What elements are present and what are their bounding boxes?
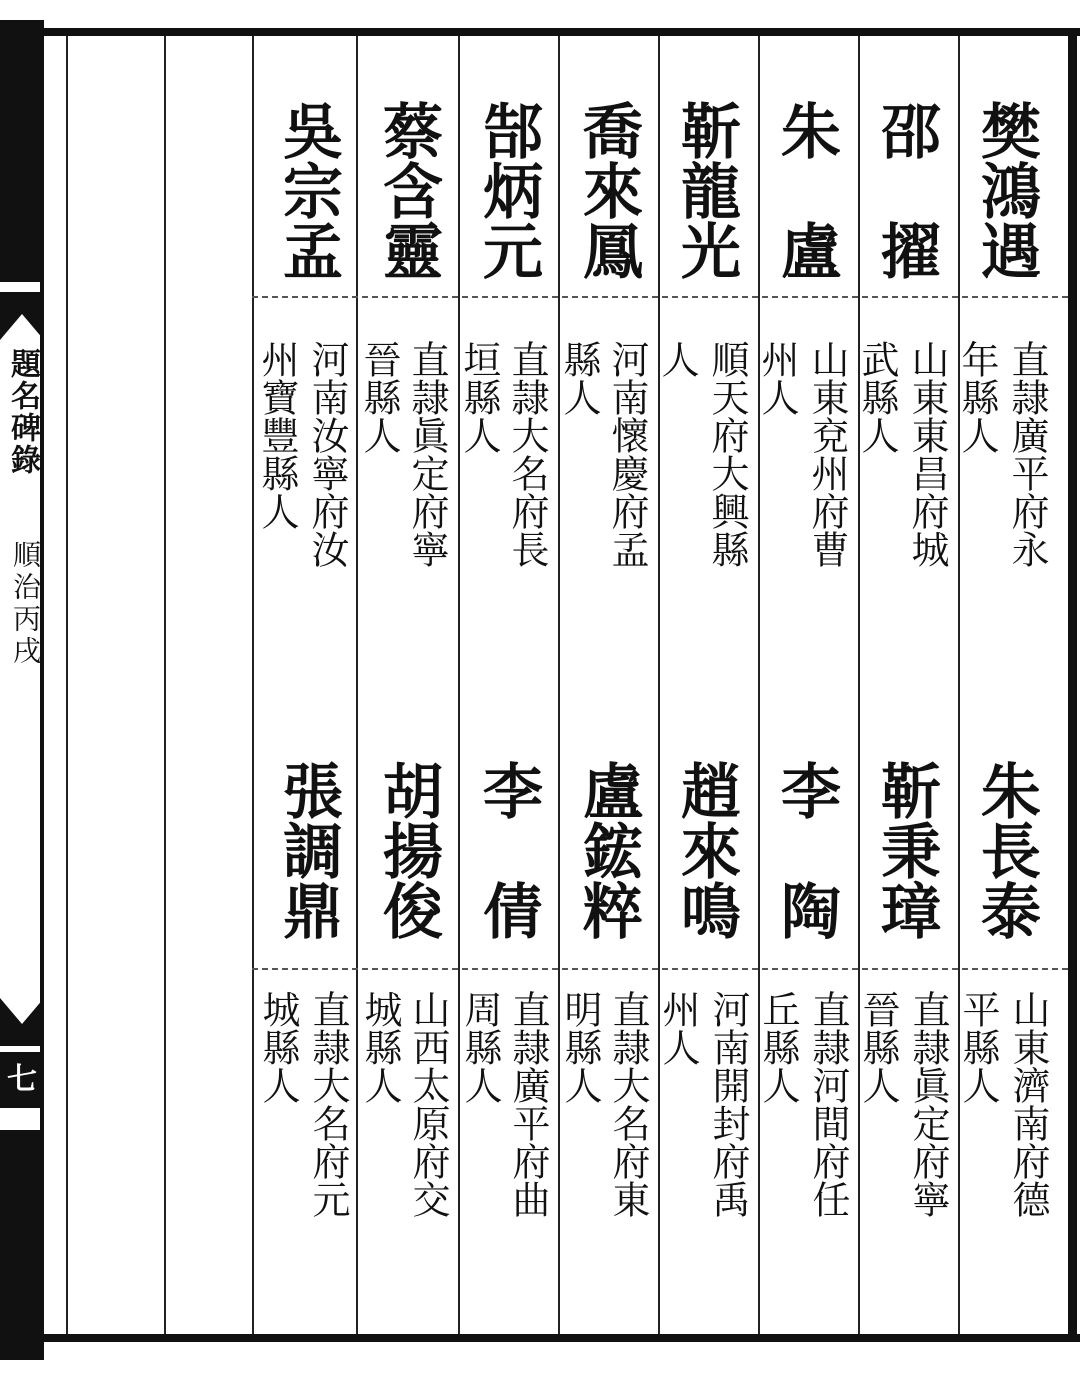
column-rule	[958, 36, 960, 1334]
spine-black-block-top	[0, 20, 44, 282]
section-divider	[252, 296, 1068, 300]
graduate-origin: 丘縣人	[756, 990, 800, 1104]
column-rule	[164, 36, 166, 1334]
graduate-name: 張調鼎	[273, 760, 343, 940]
graduate-origin: 直隷廣平府永	[1005, 340, 1049, 568]
graduate-origin: 州寶豐縣人	[255, 340, 299, 530]
fishtail-mark-bottom	[0, 998, 44, 1046]
graduate-name: 李 倩	[473, 760, 543, 940]
spine-title: 題名碑錄	[5, 348, 40, 476]
graduate-name: 郜炳元	[473, 100, 543, 280]
graduate-origin: 直隷大名府東	[606, 990, 650, 1218]
graduate-origin: 明縣人	[558, 990, 602, 1104]
graduate-origin: 年縣人	[955, 340, 999, 454]
column-rule	[252, 36, 254, 1334]
graduate-origin: 直隷大名府長	[505, 340, 549, 568]
graduate-name: 朱 盧	[771, 100, 841, 280]
graduate-origin: 平縣人	[956, 990, 1000, 1104]
spine-black-block-bottom	[0, 1130, 44, 1360]
frame-bottom-border	[40, 1334, 1080, 1342]
graduate-origin: 武縣人	[855, 340, 899, 454]
graduate-name: 蔡含靈	[373, 100, 443, 280]
graduate-origin: 山東兗州府曹	[805, 340, 849, 568]
graduate-origin: 州人	[656, 990, 700, 1066]
graduate-origin: 縣人	[557, 340, 601, 416]
graduate-origin: 晉縣人	[856, 990, 900, 1104]
graduate-origin: 城縣人	[256, 990, 300, 1104]
graduate-name: 胡揚俊	[373, 760, 443, 940]
graduate-origin: 人	[655, 340, 699, 378]
column-rule	[66, 36, 68, 1334]
graduate-origin: 直隷眞定府寧	[405, 340, 449, 568]
graduate-origin: 山東東昌府城	[905, 340, 949, 568]
graduate-name: 靳秉璋	[871, 760, 941, 940]
column-rule	[658, 36, 660, 1334]
column-rule	[458, 36, 460, 1334]
graduate-origin: 山東濟南府德	[1006, 990, 1050, 1218]
graduate-name: 靳龍光	[671, 100, 741, 280]
graduate-name: 喬來鳳	[573, 100, 643, 280]
graduate-origin: 周縣人	[458, 990, 502, 1104]
column-rule	[858, 36, 860, 1334]
fishtail-mark-top	[0, 292, 44, 340]
section-divider	[252, 968, 1068, 972]
graduate-origin: 河南開封府禹	[706, 990, 750, 1218]
graduate-name: 吳宗孟	[273, 100, 343, 280]
graduate-name: 朱長泰	[971, 760, 1041, 940]
graduate-origin: 城縣人	[358, 990, 402, 1104]
page-spine	[0, 20, 44, 1360]
graduate-name: 李 陶	[771, 760, 841, 940]
graduate-name: 盧鋐粹	[573, 760, 643, 940]
frame-top-border	[40, 28, 1080, 36]
graduate-origin: 山西太原府交	[406, 990, 450, 1218]
graduate-name: 邵 擢	[871, 100, 941, 280]
spine-era: 順治丙戌	[9, 540, 42, 668]
graduate-origin: 順天府大興縣	[705, 340, 749, 568]
graduate-origin: 直隷眞定府寧	[906, 990, 950, 1218]
graduate-origin: 州人	[755, 340, 799, 416]
graduate-origin: 直隷河間府任	[806, 990, 850, 1218]
spine-folio-number: 七	[0, 1052, 44, 1108]
graduate-name: 趙來鳴	[671, 760, 741, 940]
column-rule	[758, 36, 760, 1334]
frame-right-border	[1068, 28, 1077, 1342]
graduate-origin: 垣縣人	[457, 340, 501, 454]
graduate-origin: 直隷大名府元	[306, 990, 350, 1218]
graduate-name: 樊鴻遇	[971, 100, 1041, 280]
graduate-origin: 晉縣人	[357, 340, 401, 454]
graduate-origin: 河南懷慶府孟	[605, 340, 649, 568]
graduate-origin: 直隷廣平府曲	[506, 990, 550, 1218]
column-rule	[558, 36, 560, 1334]
graduate-origin: 河南汝寧府汝	[305, 340, 349, 568]
